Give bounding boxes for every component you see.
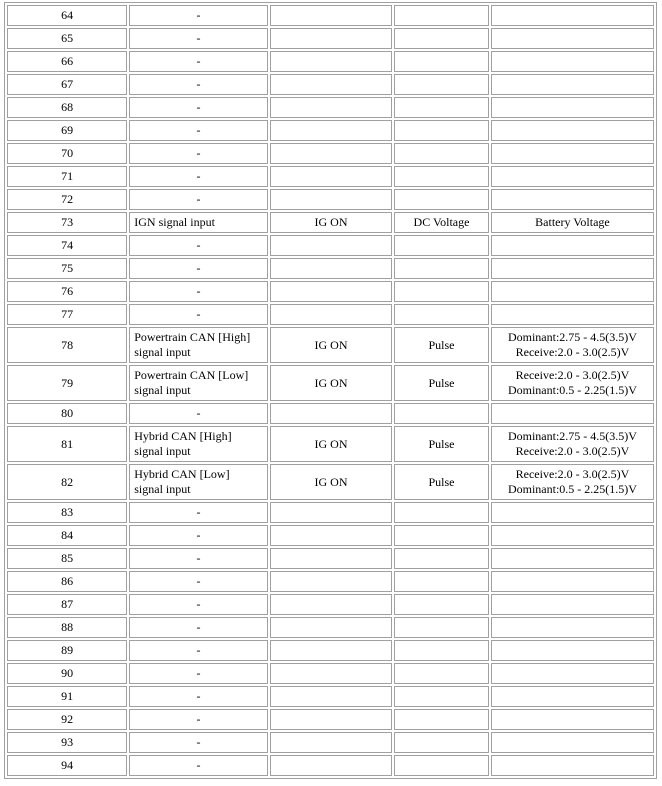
type-cell (394, 502, 489, 523)
pin-number-cell: 73 (7, 212, 127, 233)
description-line-2: signal input (134, 383, 191, 397)
table-row (7, 464, 654, 500)
level-cell (491, 120, 654, 141)
level-cell (491, 617, 654, 638)
table-row (7, 525, 654, 546)
description-cell: - (129, 166, 268, 187)
table-row (7, 74, 654, 95)
type-cell (394, 258, 489, 279)
table-row (7, 51, 654, 72)
type-cell (394, 617, 489, 638)
table-row (7, 189, 654, 210)
type-cell (394, 74, 489, 95)
pin-number-cell: 68 (7, 97, 127, 118)
condition-cell (270, 403, 392, 424)
type-cell: DC Voltage (394, 212, 489, 233)
level-cell (491, 403, 654, 424)
type-cell (394, 235, 489, 256)
description-cell: - (129, 304, 268, 325)
pin-number-cell: 91 (7, 686, 127, 707)
table-row (7, 640, 654, 661)
condition-cell (270, 51, 392, 72)
description-cell: - (129, 755, 268, 776)
level-cell (491, 365, 654, 401)
level-cell (491, 235, 654, 256)
level-cell (491, 97, 654, 118)
condition-cell (270, 686, 392, 707)
type-cell (394, 166, 489, 187)
condition-cell (270, 235, 392, 256)
level-cell (491, 663, 654, 684)
table-row (7, 120, 654, 141)
level-cell (491, 5, 654, 26)
type-cell (394, 143, 489, 164)
condition-cell (270, 166, 392, 187)
table-row (7, 327, 654, 363)
pin-number-cell: 66 (7, 51, 127, 72)
level-cell (491, 74, 654, 95)
condition-cell (270, 640, 392, 661)
level-line: Battery Voltage (535, 215, 610, 229)
type-cell (394, 548, 489, 569)
description-cell (129, 327, 268, 363)
description-cell: - (129, 5, 268, 26)
condition-cell (270, 189, 392, 210)
type-cell (394, 755, 489, 776)
description-cell: - (129, 97, 268, 118)
description-cell: - (129, 403, 268, 424)
table-row (7, 663, 654, 684)
pin-number-cell: 77 (7, 304, 127, 325)
condition-cell (270, 28, 392, 49)
level-cell (491, 709, 654, 730)
condition-cell (270, 143, 392, 164)
condition-cell (270, 120, 392, 141)
level-cell (491, 304, 654, 325)
description-cell: - (129, 663, 268, 684)
level-cell (491, 525, 654, 546)
pin-number-cell: 75 (7, 258, 127, 279)
level-cell (491, 732, 654, 753)
level-cell (491, 571, 654, 592)
table-row (7, 304, 654, 325)
type-cell (394, 594, 489, 615)
table-row (7, 709, 654, 730)
description-cell: - (129, 617, 268, 638)
pin-number-cell: 82 (7, 464, 127, 500)
description-line-1: Hybrid CAN [Low] (134, 467, 230, 481)
level-cell (491, 755, 654, 776)
condition-cell: IG ON (270, 365, 392, 401)
table-row (7, 235, 654, 256)
condition-cell (270, 732, 392, 753)
description-cell: - (129, 281, 268, 302)
condition-cell (270, 617, 392, 638)
description-cell (129, 426, 268, 462)
level-cell (491, 426, 654, 462)
description-cell: - (129, 571, 268, 592)
pin-number-cell: 80 (7, 403, 127, 424)
description-cell: - (129, 28, 268, 49)
type-cell (394, 686, 489, 707)
condition-cell: IG ON (270, 426, 392, 462)
pin-number-cell: 84 (7, 525, 127, 546)
pin-number-cell: 67 (7, 74, 127, 95)
condition-cell (270, 525, 392, 546)
type-cell (394, 640, 489, 661)
condition-cell (270, 709, 392, 730)
pin-number-cell: 90 (7, 663, 127, 684)
pin-number-cell: 86 (7, 571, 127, 592)
condition-cell (270, 97, 392, 118)
level-cell (491, 464, 654, 500)
type-cell: Pulse (394, 327, 489, 363)
type-cell (394, 525, 489, 546)
pin-number-cell: 88 (7, 617, 127, 638)
type-cell (394, 189, 489, 210)
condition-cell: IG ON (270, 327, 392, 363)
table-row (7, 143, 654, 164)
pin-number-cell: 79 (7, 365, 127, 401)
description-cell: - (129, 189, 268, 210)
table-row (7, 548, 654, 569)
level-line: Receive:2.0 - 3.0(2.5)V (515, 368, 630, 382)
table-row (7, 403, 654, 424)
pin-number-cell: 76 (7, 281, 127, 302)
description-cell: - (129, 258, 268, 279)
level-line: Dominant:2.75 - 4.5(3.5)V (507, 429, 637, 443)
level-cell (491, 189, 654, 210)
type-cell (394, 403, 489, 424)
level-cell (491, 28, 654, 49)
description-cell (129, 365, 268, 401)
type-cell (394, 120, 489, 141)
description-cell: - (129, 732, 268, 753)
condition-cell (270, 258, 392, 279)
table-row (7, 594, 654, 615)
pin-number-cell: 64 (7, 5, 127, 26)
table-row (7, 686, 654, 707)
description-line-2: signal input (134, 444, 191, 458)
condition-cell (270, 502, 392, 523)
type-cell (394, 281, 489, 302)
pin-table (4, 2, 657, 779)
type-cell (394, 51, 489, 72)
level-line: Dominant:0.5 - 2.25(1.5)V (507, 482, 637, 496)
pin-number-cell: 81 (7, 426, 127, 462)
pin-number-cell: 93 (7, 732, 127, 753)
level-cell (491, 640, 654, 661)
table-row (7, 5, 654, 26)
table-row (7, 426, 654, 462)
level-line: Receive:2.0 - 3.0(2.5)V (515, 345, 630, 359)
table-row (7, 97, 654, 118)
table-row (7, 258, 654, 279)
table-row (7, 571, 654, 592)
condition-cell (270, 548, 392, 569)
pin-number-cell: 72 (7, 189, 127, 210)
description-line-1: Hybrid CAN [High] (134, 429, 232, 443)
description-cell (129, 464, 268, 500)
level-cell (491, 594, 654, 615)
condition-cell (270, 663, 392, 684)
pin-number-cell: 65 (7, 28, 127, 49)
level-cell (491, 502, 654, 523)
pin-number-cell: 92 (7, 709, 127, 730)
type-cell: Pulse (394, 464, 489, 500)
type-cell (394, 28, 489, 49)
pin-number-cell: 78 (7, 327, 127, 363)
type-cell (394, 97, 489, 118)
description-cell: - (129, 548, 268, 569)
description-cell: - (129, 235, 268, 256)
table-row (7, 365, 654, 401)
description-line-2: signal input (134, 345, 191, 359)
description-cell: IGN signal input (129, 212, 268, 233)
condition-cell (270, 5, 392, 26)
condition-cell: IG ON (270, 212, 392, 233)
description-cell: - (129, 686, 268, 707)
level-line: Dominant:2.75 - 4.5(3.5)V (507, 330, 637, 344)
level-cell (491, 281, 654, 302)
pin-number-cell: 89 (7, 640, 127, 661)
table-row (7, 732, 654, 753)
level-cell (491, 258, 654, 279)
level-cell (491, 212, 654, 233)
pin-number-cell: 74 (7, 235, 127, 256)
table-row (7, 28, 654, 49)
type-cell (394, 732, 489, 753)
level-cell (491, 548, 654, 569)
level-line: Receive:2.0 - 3.0(2.5)V (515, 444, 630, 458)
type-cell: Pulse (394, 365, 489, 401)
description-line-1: Powertrain CAN [Low] (134, 368, 249, 382)
pin-table-body (7, 5, 654, 776)
condition-cell: IG ON (270, 464, 392, 500)
table-row (7, 166, 654, 187)
type-cell (394, 304, 489, 325)
level-cell (491, 686, 654, 707)
description-cell: - (129, 74, 268, 95)
condition-cell (270, 281, 392, 302)
condition-cell (270, 755, 392, 776)
pin-number-cell: 71 (7, 166, 127, 187)
table-row (7, 281, 654, 302)
condition-cell (270, 594, 392, 615)
description-cell: - (129, 709, 268, 730)
table-row (7, 212, 654, 233)
pin-number-cell: 83 (7, 502, 127, 523)
description-line-2: signal input (134, 482, 191, 496)
type-cell (394, 709, 489, 730)
condition-cell (270, 571, 392, 592)
table-row (7, 617, 654, 638)
condition-cell (270, 74, 392, 95)
level-cell (491, 51, 654, 72)
description-cell: - (129, 143, 268, 164)
pin-number-cell: 69 (7, 120, 127, 141)
description-cell: - (129, 51, 268, 72)
type-cell: Pulse (394, 426, 489, 462)
description-cell: - (129, 525, 268, 546)
condition-cell (270, 304, 392, 325)
description-cell: - (129, 120, 268, 141)
pin-number-cell: 87 (7, 594, 127, 615)
pin-number-cell: 94 (7, 755, 127, 776)
type-cell (394, 571, 489, 592)
level-line: Receive:2.0 - 3.0(2.5)V (515, 467, 630, 481)
level-cell (491, 143, 654, 164)
pin-number-cell: 70 (7, 143, 127, 164)
description-line-1: Powertrain CAN [High] (134, 330, 251, 344)
pin-number-cell: 85 (7, 548, 127, 569)
description-cell: - (129, 594, 268, 615)
description-cell: - (129, 640, 268, 661)
table-row (7, 502, 654, 523)
description-cell: - (129, 502, 268, 523)
table-row (7, 755, 654, 776)
level-line: Dominant:0.5 - 2.25(1.5)V (507, 383, 637, 397)
level-cell (491, 166, 654, 187)
type-cell (394, 663, 489, 684)
level-cell (491, 327, 654, 363)
type-cell (394, 5, 489, 26)
